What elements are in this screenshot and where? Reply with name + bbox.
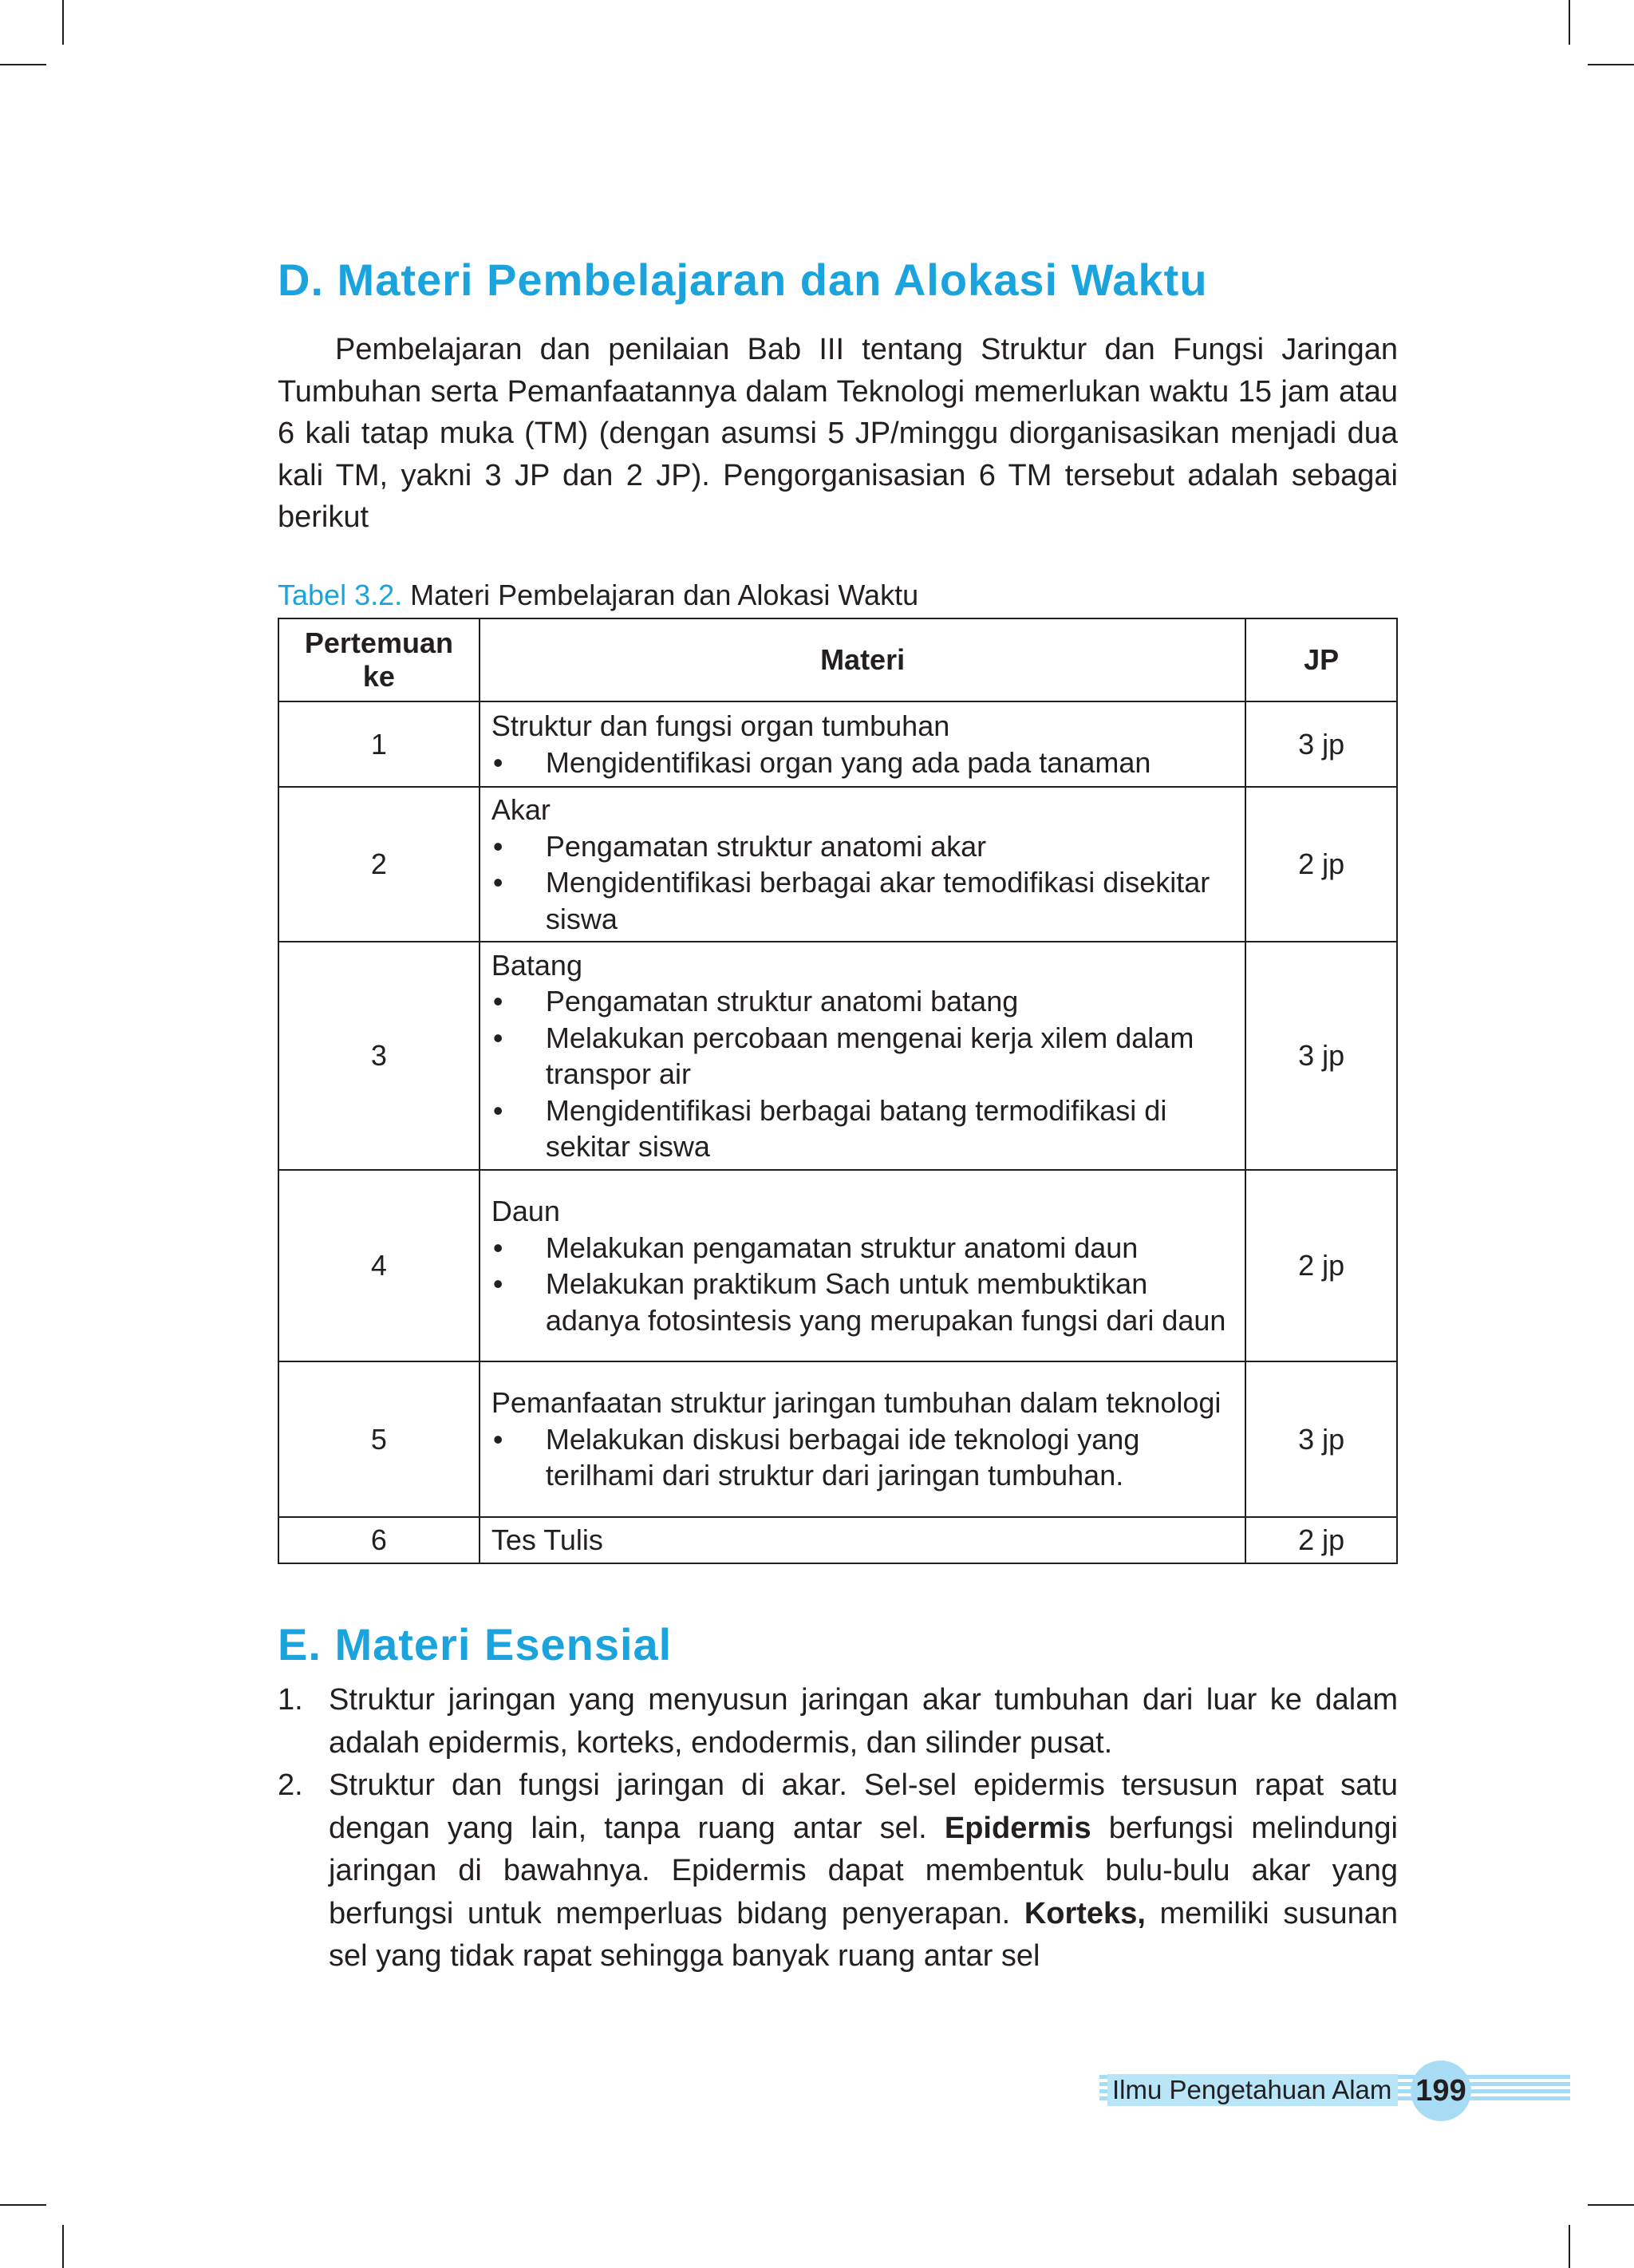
list-item: • Melakukan pengamatan struktur anatomi daun xyxy=(491,1230,1233,1266)
table-row xyxy=(278,1517,1397,1563)
page-number: 199 xyxy=(1411,2061,1471,2121)
crop-mark xyxy=(1588,2204,1634,2206)
materi-title: Pemanfaatan struktur jaringan tumbuhan dalam teknologi xyxy=(491,1386,1222,1420)
list-item-text: Struktur jaringan yang menyusun jaringan akar tumbuhan dari luar ke dalam adalah epidermis, korteks, endodermis, dan silinder pusat. xyxy=(329,1683,1398,1760)
pertemuan-cell: 5 xyxy=(278,1361,480,1517)
list-item: • Pengamatan struktur anatomi batang xyxy=(491,983,1233,1020)
list-item: • Melakukan diskusi berbagai ide teknologi yang terilhami dari struktur dari jaringan tumbuhan. xyxy=(491,1421,1233,1494)
materi-list xyxy=(491,828,1233,938)
pertemuan-cell: 4 xyxy=(278,1170,480,1361)
jp-cell: 2 jp xyxy=(1245,787,1397,942)
table-caption-number: Tabel 3.2. xyxy=(278,579,403,611)
list-item: • Mengidentifikasi berbagai akar temodifikasi disekitar siswa xyxy=(491,864,1233,937)
section-e-heading: E. Materi Esensial xyxy=(278,1619,673,1669)
materi-cell xyxy=(480,1170,1245,1361)
section-d-paragraph: Pembelajaran dan penilaian Bab III tentang Struktur dan Fungsi Jaringan Tumbuhan serta Pemanfaatannya dalam Teknologi memerlukan waktu 15 jam atau 6 kali tatap muka (TM) (dengan asumsi 5 JP/minggu diorganisasikan menjadi dua kali TM, yakni 3 JP dan 2 JP). Pengorganisasian 6 TM tersebut adalah sebagai berikut xyxy=(278,333,1398,534)
crop-mark xyxy=(0,64,46,65)
jp-cell: 2 jp xyxy=(1245,1517,1397,1563)
jp-cell: 3 jp xyxy=(1245,942,1397,1170)
crop-mark xyxy=(1569,0,1570,45)
materi-list xyxy=(491,1230,1233,1339)
list-item-number: 2. xyxy=(278,1768,303,1802)
column-header-jp: JP xyxy=(1245,618,1397,701)
jp-cell: 3 jp xyxy=(1245,1361,1397,1517)
table-row xyxy=(278,1361,1397,1517)
pertemuan-cell: 6 xyxy=(278,1517,480,1563)
table-header-row xyxy=(278,618,1397,701)
materi-title: Daun xyxy=(491,1195,560,1227)
materi-title: Struktur dan fungsi organ tumbuhan xyxy=(491,709,950,742)
table-row xyxy=(278,1170,1397,1361)
list-item-text: memiliki susunan sel yang tidak rapat sehingga banyak ruang antar sel xyxy=(329,1896,1398,1973)
materi-cell xyxy=(480,1361,1245,1517)
term-korteks: Korteks, xyxy=(1024,1896,1146,1930)
table-row xyxy=(278,942,1397,1170)
pertemuan-cell: 3 xyxy=(278,942,480,1170)
list-item-text: Struktur dan fungsi jaringan di akar. Sel-sel epidermis tersusun rapat satu dengan yang lain, tanpa ruang antar sel. xyxy=(329,1768,1398,1845)
section-d-heading: D. Materi Pembelajaran dan Alokasi Waktu xyxy=(278,255,1208,305)
table-caption-text: Materi Pembelajaran dan Alokasi Waktu xyxy=(402,579,919,611)
list-item: • Melakukan praktikum Sach untuk membuktikan adanya fotosintesis yang merupakan fungsi dari daun xyxy=(491,1266,1233,1338)
jp-cell: 3 jp xyxy=(1245,701,1397,787)
crop-mark xyxy=(1588,64,1634,65)
materi-cell xyxy=(480,787,1245,942)
pertemuan-cell: 1 xyxy=(278,701,480,787)
materi-title: Batang xyxy=(491,948,582,982)
materi-cell xyxy=(480,701,1245,787)
list-item xyxy=(278,1679,1398,1764)
essential-list xyxy=(278,1679,1398,1978)
table-row xyxy=(278,701,1397,787)
materi-cell xyxy=(480,942,1245,1170)
list-item-text: berfungsi melindungi jaringan di bawahnya. Epidermis dapat membentuk bulu-bulu akar yang berfungsi untuk memperluas bidang penyerapan. xyxy=(329,1811,1398,1930)
materi-list xyxy=(491,1421,1233,1494)
column-header-materi: Materi xyxy=(480,618,1245,701)
list-item xyxy=(278,1764,1398,1978)
term-epidermis: Epidermis xyxy=(944,1811,1091,1845)
table-row xyxy=(278,787,1397,942)
crop-mark xyxy=(1569,2225,1570,2268)
materi-cell xyxy=(480,1517,1245,1563)
list-item: • Mengidentifikasi organ yang ada pada tanaman xyxy=(491,745,1233,781)
footer-book-title: Ilmu Pengetahuan Alam xyxy=(1107,2074,1398,2106)
materi-title: Akar xyxy=(491,793,551,826)
materials-table xyxy=(278,618,1398,1564)
crop-mark xyxy=(62,0,64,45)
list-item: • Pengamatan struktur anatomi akar xyxy=(491,828,1233,865)
column-header-pertemuan: Pertemuan ke xyxy=(278,618,480,701)
list-item-number: 1. xyxy=(278,1683,303,1717)
materi-title: Tes Tulis xyxy=(491,1523,603,1557)
materi-list xyxy=(491,983,1233,1165)
list-item: • Mengidentifikasi berbagai batang termodifikasi di sekitar siswa xyxy=(491,1093,1233,1165)
materi-list xyxy=(491,745,1233,781)
jp-cell: 2 jp xyxy=(1245,1170,1397,1361)
crop-mark xyxy=(62,2225,64,2268)
crop-mark xyxy=(0,2204,46,2206)
table-caption xyxy=(278,578,918,613)
pertemuan-cell: 2 xyxy=(278,787,480,942)
list-item: • Melakukan percobaan mengenai kerja xilem dalam transpor air xyxy=(491,1020,1233,1093)
